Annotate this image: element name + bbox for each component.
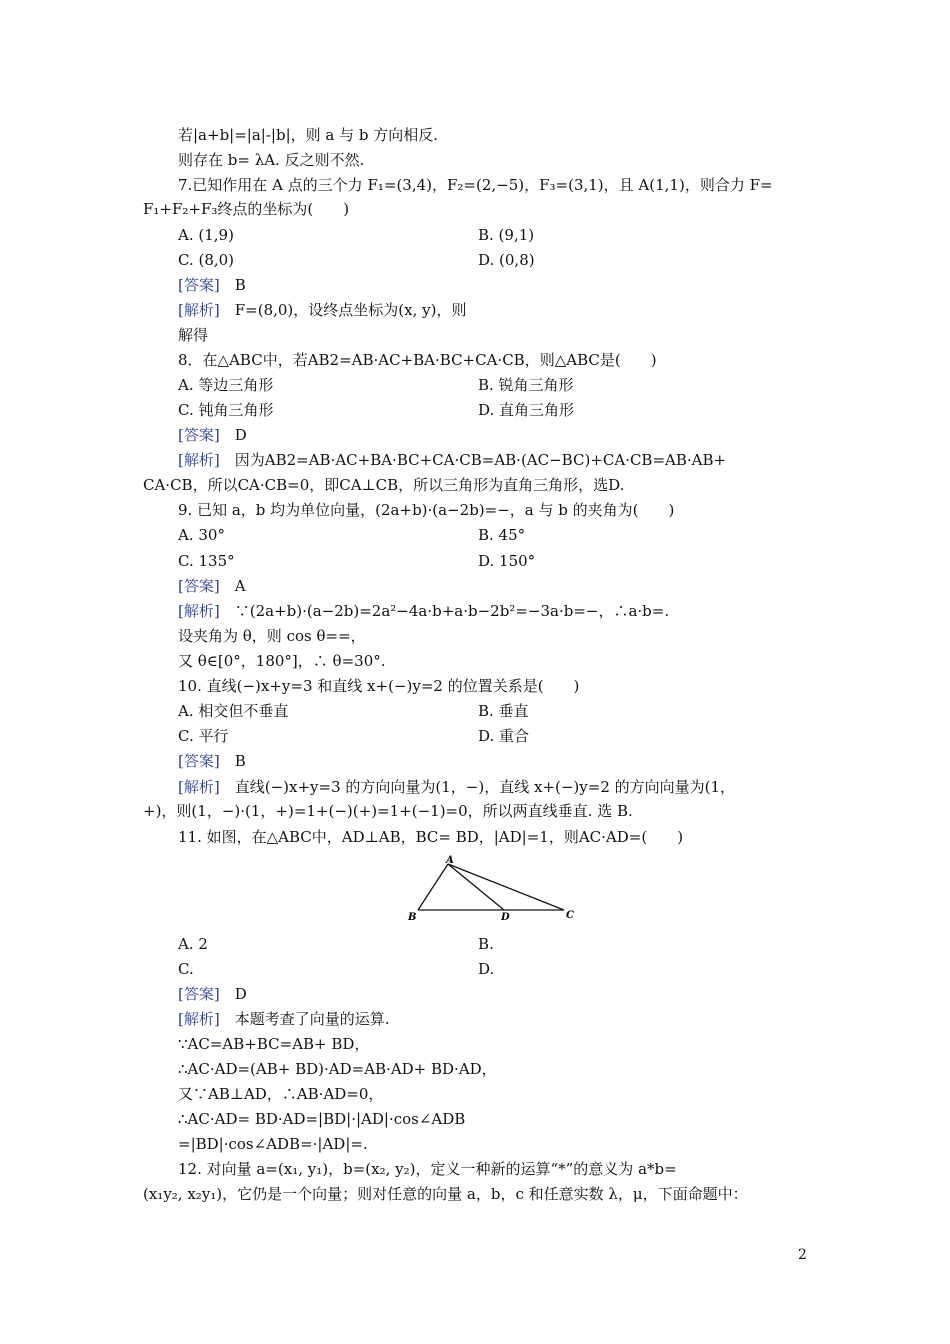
answer-line [178, 575, 246, 597]
segment-ad [448, 864, 504, 910]
option-b: B. 垂直 [478, 702, 529, 720]
option-b: B. 锐角三角形 [478, 376, 574, 394]
text-line: (x₁y₂, x₂y₁)，它仍是一个向量；则对任意的向量 a，b，c 和任意实数 λ，μ，下面命题中： [143, 1185, 748, 1203]
text-line: 又∵AB⊥AD，∴AB·AD=0， [178, 1085, 384, 1103]
question-11: 11. 如图，在△ABC中，AD⊥AB，BC= BD，|AD|=1，则AC·AD=( ) [178, 828, 684, 846]
answer-line [178, 750, 246, 772]
text-line: ∴AC·AD=(AB+ BD)·AD=AB·AD+ BD·AD， [178, 1060, 497, 1078]
page-number: 2 [798, 1247, 807, 1263]
question-12: 12. 对向量 a=(x₁, y₁)，b=(x₂, y₂)，定义一种新的运算“*”的意义为 a*b= [178, 1160, 677, 1178]
question-7: 7.已知作用在 A 点的三个力 F₁=(3,4)，F₂=(2,−5)，F₃=(3,1)，且 A(1,1)，则合力 F= [178, 176, 773, 194]
option-c: C. [178, 960, 194, 978]
text-line: 设夹角为 θ，则 cos θ==， [178, 627, 366, 645]
answer-value: B [234, 276, 246, 294]
analysis-tag: [解析] [178, 602, 220, 620]
text-line: 解得 [178, 326, 209, 344]
label-a: A [446, 855, 454, 866]
label-c: C [566, 910, 574, 921]
text-line: +)，则(1，−)·(1，+)=1+(−)(+)=1+(−1)=0，所以两直线垂直. 选 B. [143, 802, 633, 820]
question-9: 9. 已知 a，b 均为单位向量，(2a+b)·(a−2b)=−，a 与 b 的夹角为( ) [178, 501, 675, 519]
option-d: D. 直角三角形 [478, 401, 575, 419]
question-10: 10. 直线(−)x+y=3 和直线 x+(−)y=2 的位置关系是( ) [178, 677, 580, 695]
option-c: C. 平行 [178, 727, 229, 745]
option-d: D. 150° [478, 552, 536, 570]
analysis-text: F=(8,0)，设终点坐标为(x, y)，则 [234, 301, 467, 319]
option-a: A. 2 [178, 935, 208, 953]
text-line: =|BD|·cos∠ADB=·|AD|=. [178, 1135, 368, 1153]
answer-value: D [234, 985, 247, 1003]
answer-value: A [234, 577, 246, 595]
answer-tag: [答案] [178, 577, 220, 595]
option-d: D. 重合 [478, 727, 530, 745]
option-a: A. 相交但不垂直 [178, 702, 289, 720]
answer-value: D [234, 426, 247, 444]
option-d: D. (0,8) [478, 251, 535, 269]
option-b: B. 45° [478, 526, 526, 544]
answer-line [178, 424, 247, 446]
option-b: B. [478, 935, 494, 953]
option-a: A. 等边三角形 [178, 376, 274, 394]
option-c: C. (8,0) [178, 251, 235, 269]
analysis-line [178, 299, 466, 321]
text-line: 若|a+b|=|a|-|b|，则 a 与 b 方向相反. [178, 126, 439, 144]
question-8: 8．在△ABC中，若AB2=AB·AC+BA·BC+CA·CB，则△ABC是( ) [178, 351, 657, 369]
text-line: ∴AC·AD= BD·AD=|BD|·|AD|·cos∠ADB [178, 1110, 466, 1128]
analysis-tag: [解析] [178, 1010, 220, 1028]
analysis-text: ∵(2a+b)·(a−2b)=2a²−4a·b+a·b−2b²=−3a·b=−，∴a·b=. [234, 602, 670, 620]
analysis-text: 因为AB2=AB·AC+BA·BC+CA·CB=AB·(AC−BC)+CA·CB=AB·AB+ [234, 451, 727, 469]
option-c: C. 135° [178, 552, 235, 570]
segment-ab [418, 864, 448, 910]
answer-tag: [答案] [178, 426, 220, 444]
analysis-tag: [解析] [178, 301, 220, 319]
analysis-line [178, 776, 735, 798]
text-line: 则存在 b= λA. 反之则不然. [178, 151, 365, 169]
analysis-tag: [解析] [178, 778, 220, 796]
analysis-text: 本题考查了向量的运算. [234, 1010, 390, 1028]
option-a: A. (1,9) [178, 226, 234, 244]
text-line: CA·CB，所以CA·CB=0，即CA⊥CB，所以三角形为直角三角形，选D. [143, 476, 625, 494]
label-b: B [408, 912, 417, 922]
analysis-tag: [解析] [178, 451, 220, 469]
answer-tag: [答案] [178, 985, 220, 1003]
option-d: D. [478, 960, 495, 978]
triangle-figure [404, 852, 584, 922]
analysis-text: 直线(−)x+y=3 的方向向量为(1，−)，直线 x+(−)y=2 的方向向量为(1， [234, 778, 736, 796]
option-a: A. 30° [178, 526, 225, 544]
text-line: ∵AC=AB+BC=AB+ BD， [178, 1035, 370, 1053]
analysis-line [178, 1008, 390, 1030]
segment-ac [448, 864, 564, 910]
label-d: D [501, 912, 510, 922]
answer-value: B [234, 752, 246, 770]
analysis-line [178, 600, 669, 622]
answer-line [178, 983, 247, 1005]
answer-line [178, 274, 246, 296]
text-line: F₁+F₂+F₃终点的坐标为( ) [143, 200, 350, 218]
analysis-line [178, 449, 726, 471]
option-c: C. 钝角三角形 [178, 401, 274, 419]
answer-tag: [答案] [178, 752, 220, 770]
option-b: B. (9,1) [478, 226, 535, 244]
text-line: 又 θ∈[0°，180°]，∴ θ=30°. [178, 652, 386, 670]
answer-tag: [答案] [178, 276, 220, 294]
